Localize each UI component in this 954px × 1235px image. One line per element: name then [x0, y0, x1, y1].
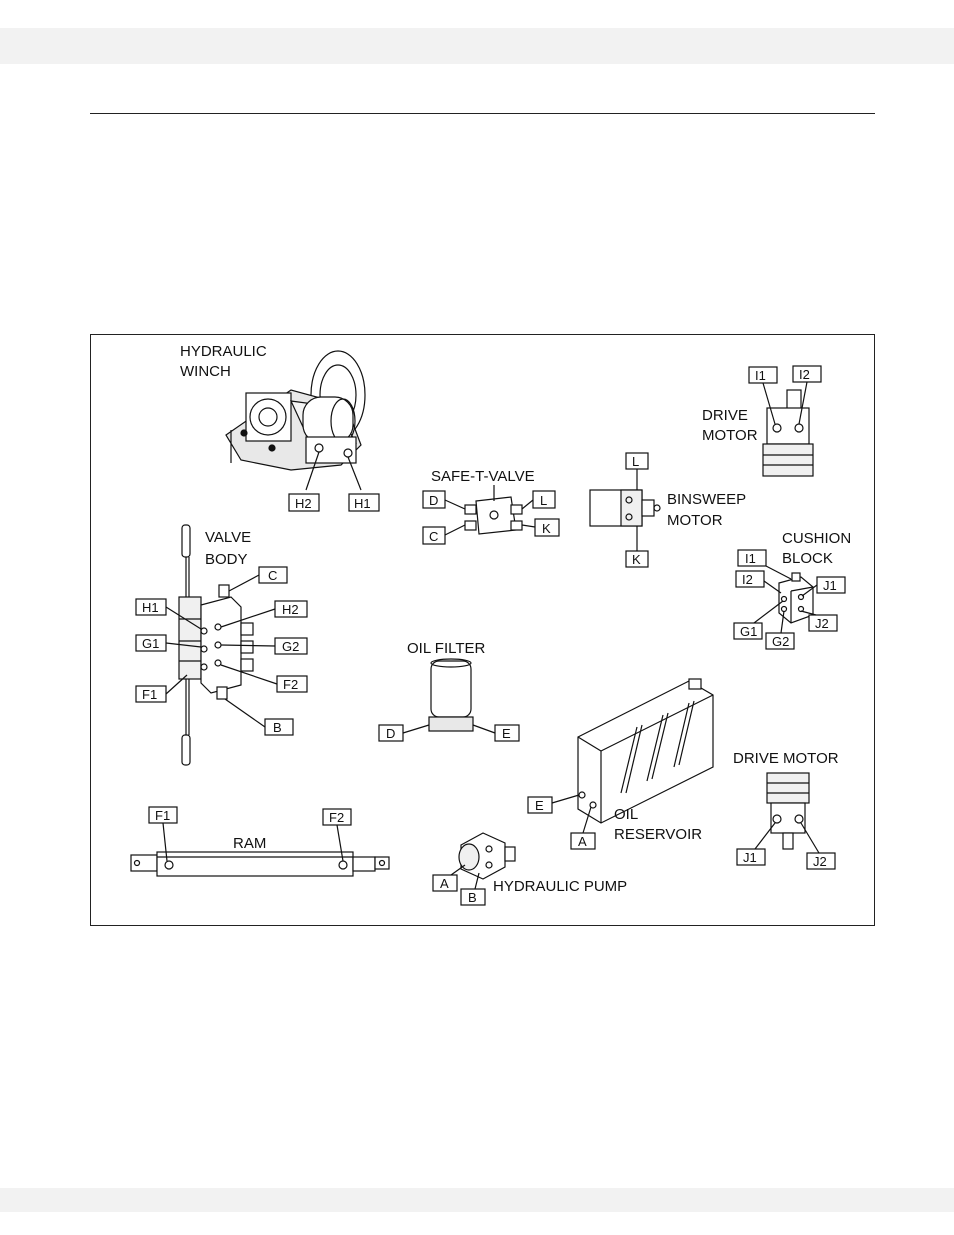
vb-port-b: B [273, 720, 282, 735]
cb-port-j2: J2 [815, 616, 829, 631]
res-port-a: A [578, 834, 587, 849]
drive-motor-bottom-label: DRIVE MOTOR [733, 750, 839, 767]
res-port-e: E [535, 798, 544, 813]
stv-port-l: L [540, 493, 548, 508]
hydraulic-winch [180, 343, 379, 511]
dm2-port-j2: J2 [813, 854, 827, 869]
reservoir-label-2: RESERVOIR [614, 826, 703, 843]
hydraulic-diagram [91, 335, 876, 927]
binsweep-label-2: MOTOR [667, 512, 723, 529]
valve-body-label-2: BODY [205, 551, 248, 568]
dm2-port-j1: J1 [743, 850, 757, 865]
safe-t-valve [423, 468, 559, 544]
drive-motor-label-1: DRIVE [702, 407, 748, 424]
cushion-block [734, 530, 851, 649]
bs-port-l: L [632, 454, 640, 469]
hydraulic-pump [433, 833, 627, 905]
ram-label: RAM [233, 835, 267, 852]
dm-port-i2: I2 [799, 367, 810, 382]
cb-port-g1: G1 [740, 624, 758, 639]
vb-port-c: C [268, 568, 278, 583]
reservoir-label-1: OIL [614, 806, 639, 823]
cb-port-i2: I2 [742, 572, 753, 587]
valve-body-label-1: VALVE [205, 529, 252, 546]
cushion-label-2: BLOCK [782, 550, 833, 567]
dm-port-i1: I1 [755, 368, 766, 383]
vb-port-f1: F1 [142, 687, 158, 702]
vb-port-h1: H1 [142, 600, 159, 615]
vb-port-g1: G1 [142, 636, 160, 651]
drive-motor-label-2: MOTOR [702, 427, 758, 444]
header-band [0, 28, 954, 64]
drive-motor-bottom [733, 750, 839, 869]
winch-port-h2: H2 [295, 496, 312, 511]
vb-port-h2: H2 [282, 602, 299, 617]
footer-band [0, 1188, 954, 1212]
bs-port-k: K [632, 552, 641, 567]
header-rule [90, 113, 875, 114]
drive-motor-top [702, 366, 821, 476]
safe-t-valve-label: SAFE-T-VALVE [431, 468, 535, 485]
vb-port-g2: G2 [282, 639, 300, 654]
pump-port-a: A [440, 876, 449, 891]
valve-body [136, 525, 307, 765]
of-port-d: D [386, 726, 396, 741]
oil-filter-label: OIL FILTER [407, 640, 486, 657]
oil-reservoir [528, 679, 713, 849]
vb-port-f2: F2 [283, 677, 299, 692]
diagram-frame [90, 334, 875, 926]
of-port-e: E [502, 726, 511, 741]
oil-filter [379, 640, 519, 741]
stv-port-d: D [429, 493, 439, 508]
pump-port-b: B [468, 890, 477, 905]
ram-port-f2: F2 [329, 810, 345, 825]
stv-port-k: K [542, 521, 551, 536]
binsweep-label-1: BINSWEEP [667, 491, 747, 508]
winch-label-1: HYDRAULIC [180, 343, 267, 360]
cb-port-g2: G2 [772, 634, 790, 649]
cb-port-i1: I1 [745, 551, 756, 566]
ram [131, 807, 389, 876]
cb-port-j1: J1 [823, 578, 837, 593]
stv-port-c: C [429, 529, 439, 544]
cushion-label-1: CUSHION [782, 530, 852, 547]
winch-port-h1: H1 [354, 496, 371, 511]
winch-label-2: WINCH [180, 363, 231, 380]
ram-port-f1: F1 [155, 808, 171, 823]
binsweep-motor [590, 453, 746, 567]
hydraulic-pump-label: HYDRAULIC PUMP [493, 878, 628, 895]
